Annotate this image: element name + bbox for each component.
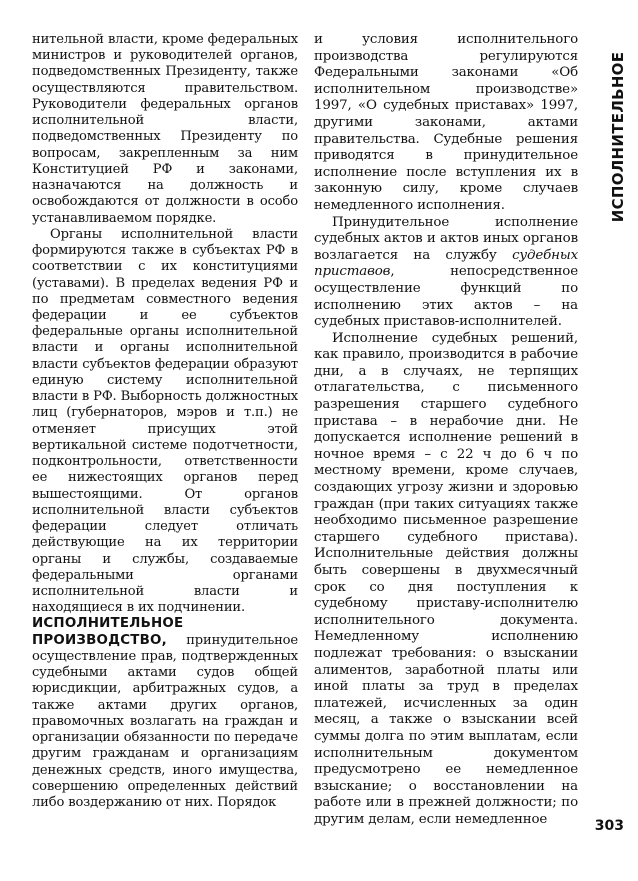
paragraph-regulation: и условия исполнительного производства регулируются Федеральными законами «Об исполнительном производстве» 1997, «О судебных приставах» 1997, другими законами, актами правительства. Судебные решения приводятся в принудительное исполнение после вступления их в законную силу, кроме случаев немедленного исполнения. [314, 32, 578, 213]
paragraph-bailiff-service [314, 215, 578, 331]
paragraph-regional-organs: Органы исполнительной власти формируются также в субъектах РФ в соответствии с их конституциями (уставами). В пределах ведения РФ и по предметам совместного ведения федерации и ее субъектов федеральные органы исполнительной власти и органы исполнительной власти субъектов федерации образуют единую систему исполнительной власти в РФ. Выборность должностных лиц (губернаторов, мэров и т.п.) не отменяет присущих этой вертикальной системе подотчетности, подконтрольности, ответственности ее нижестоящих органов перед вышестоящими. От органов исполнительной власти субъектов федерации следует отличать действующие на их территории органы и службы, создаваемые федеральными органами исполнительной власти и находящиеся в их подчинении. [32, 226, 298, 616]
running-header [606, 32, 630, 242]
page-number: 303 [594, 818, 624, 834]
text-segment: Принудительное исполнение судебных актов и актов иных органов возлагается на службу [314, 214, 578, 263]
italic-term: судебных приставов [314, 247, 578, 280]
paragraph-continued: нительной власти, кроме федеральных министров и руководителей органов, подведомственных Президенту, также осуществляются правительством. Руководители федеральных органов исполнительной власти, подведомственных Президенту по вопросам, закрепленным за ним Конституцией РФ и законами, назначаются на должность и освобождаются от должности в особо устанавливаемом порядке. [32, 32, 298, 226]
paragraph-execution-rules: Исполнение судебных решений, как правило, производится в рабочие дни, а в случаях, не терпящих отлагательства, с письменного разрешения старшего судебного пристава – в нерабочие дни. Не допускается исполнение решений в ночное время – с 22 ч до 6 ч по местному времени, кроме случаев, создающих угрозу жизни и здоровью граждан (при таких ситуациях также необходимо письменное разрешение старшего судебного пристава). Исполнительные действия должны быть совершены в двухмесячный срок со дня поступления к судебному приставу-исполнителю исполнительного документа. Немедленному исполнению подлежат требования: о взыскании алиментов, заработной платы или иной платы за труд в пределах платежей, исчисленных за один месяц, а также о взыскании всей суммы долга по этим выплатам, если исполнительным документом предусмотрено ее немедленное взыскание; о восстановлении на работе или в прежней должности; по другим делам, если немедленное [314, 330, 578, 827]
text-segment: , непосредственное осуществление функций по исполнению этих актов – на судебных приставов-исполнителей. [314, 264, 578, 330]
running-header-text: ИСПОЛНИТЕЛЬНОЕ [609, 51, 627, 223]
entry-enforcement-proceedings [32, 616, 298, 811]
right-column [314, 32, 578, 829]
left-column [32, 32, 298, 811]
entry-definition: принудительное осуществление прав, подтвержденных судебными актами судов общей юрисдикции, арбитражных судов, а также актами других органов, правомочных возлагать на граждан и организации обязанности по передаче другим гражданам и организациям денежных средств, иного имущества, совершению определенных действий либо воздержанию от них. Порядок [32, 632, 298, 811]
entry-term: ИСПОЛНИТЕЛЬНОЕ ПРОИЗВОДСТВО, [32, 616, 184, 648]
